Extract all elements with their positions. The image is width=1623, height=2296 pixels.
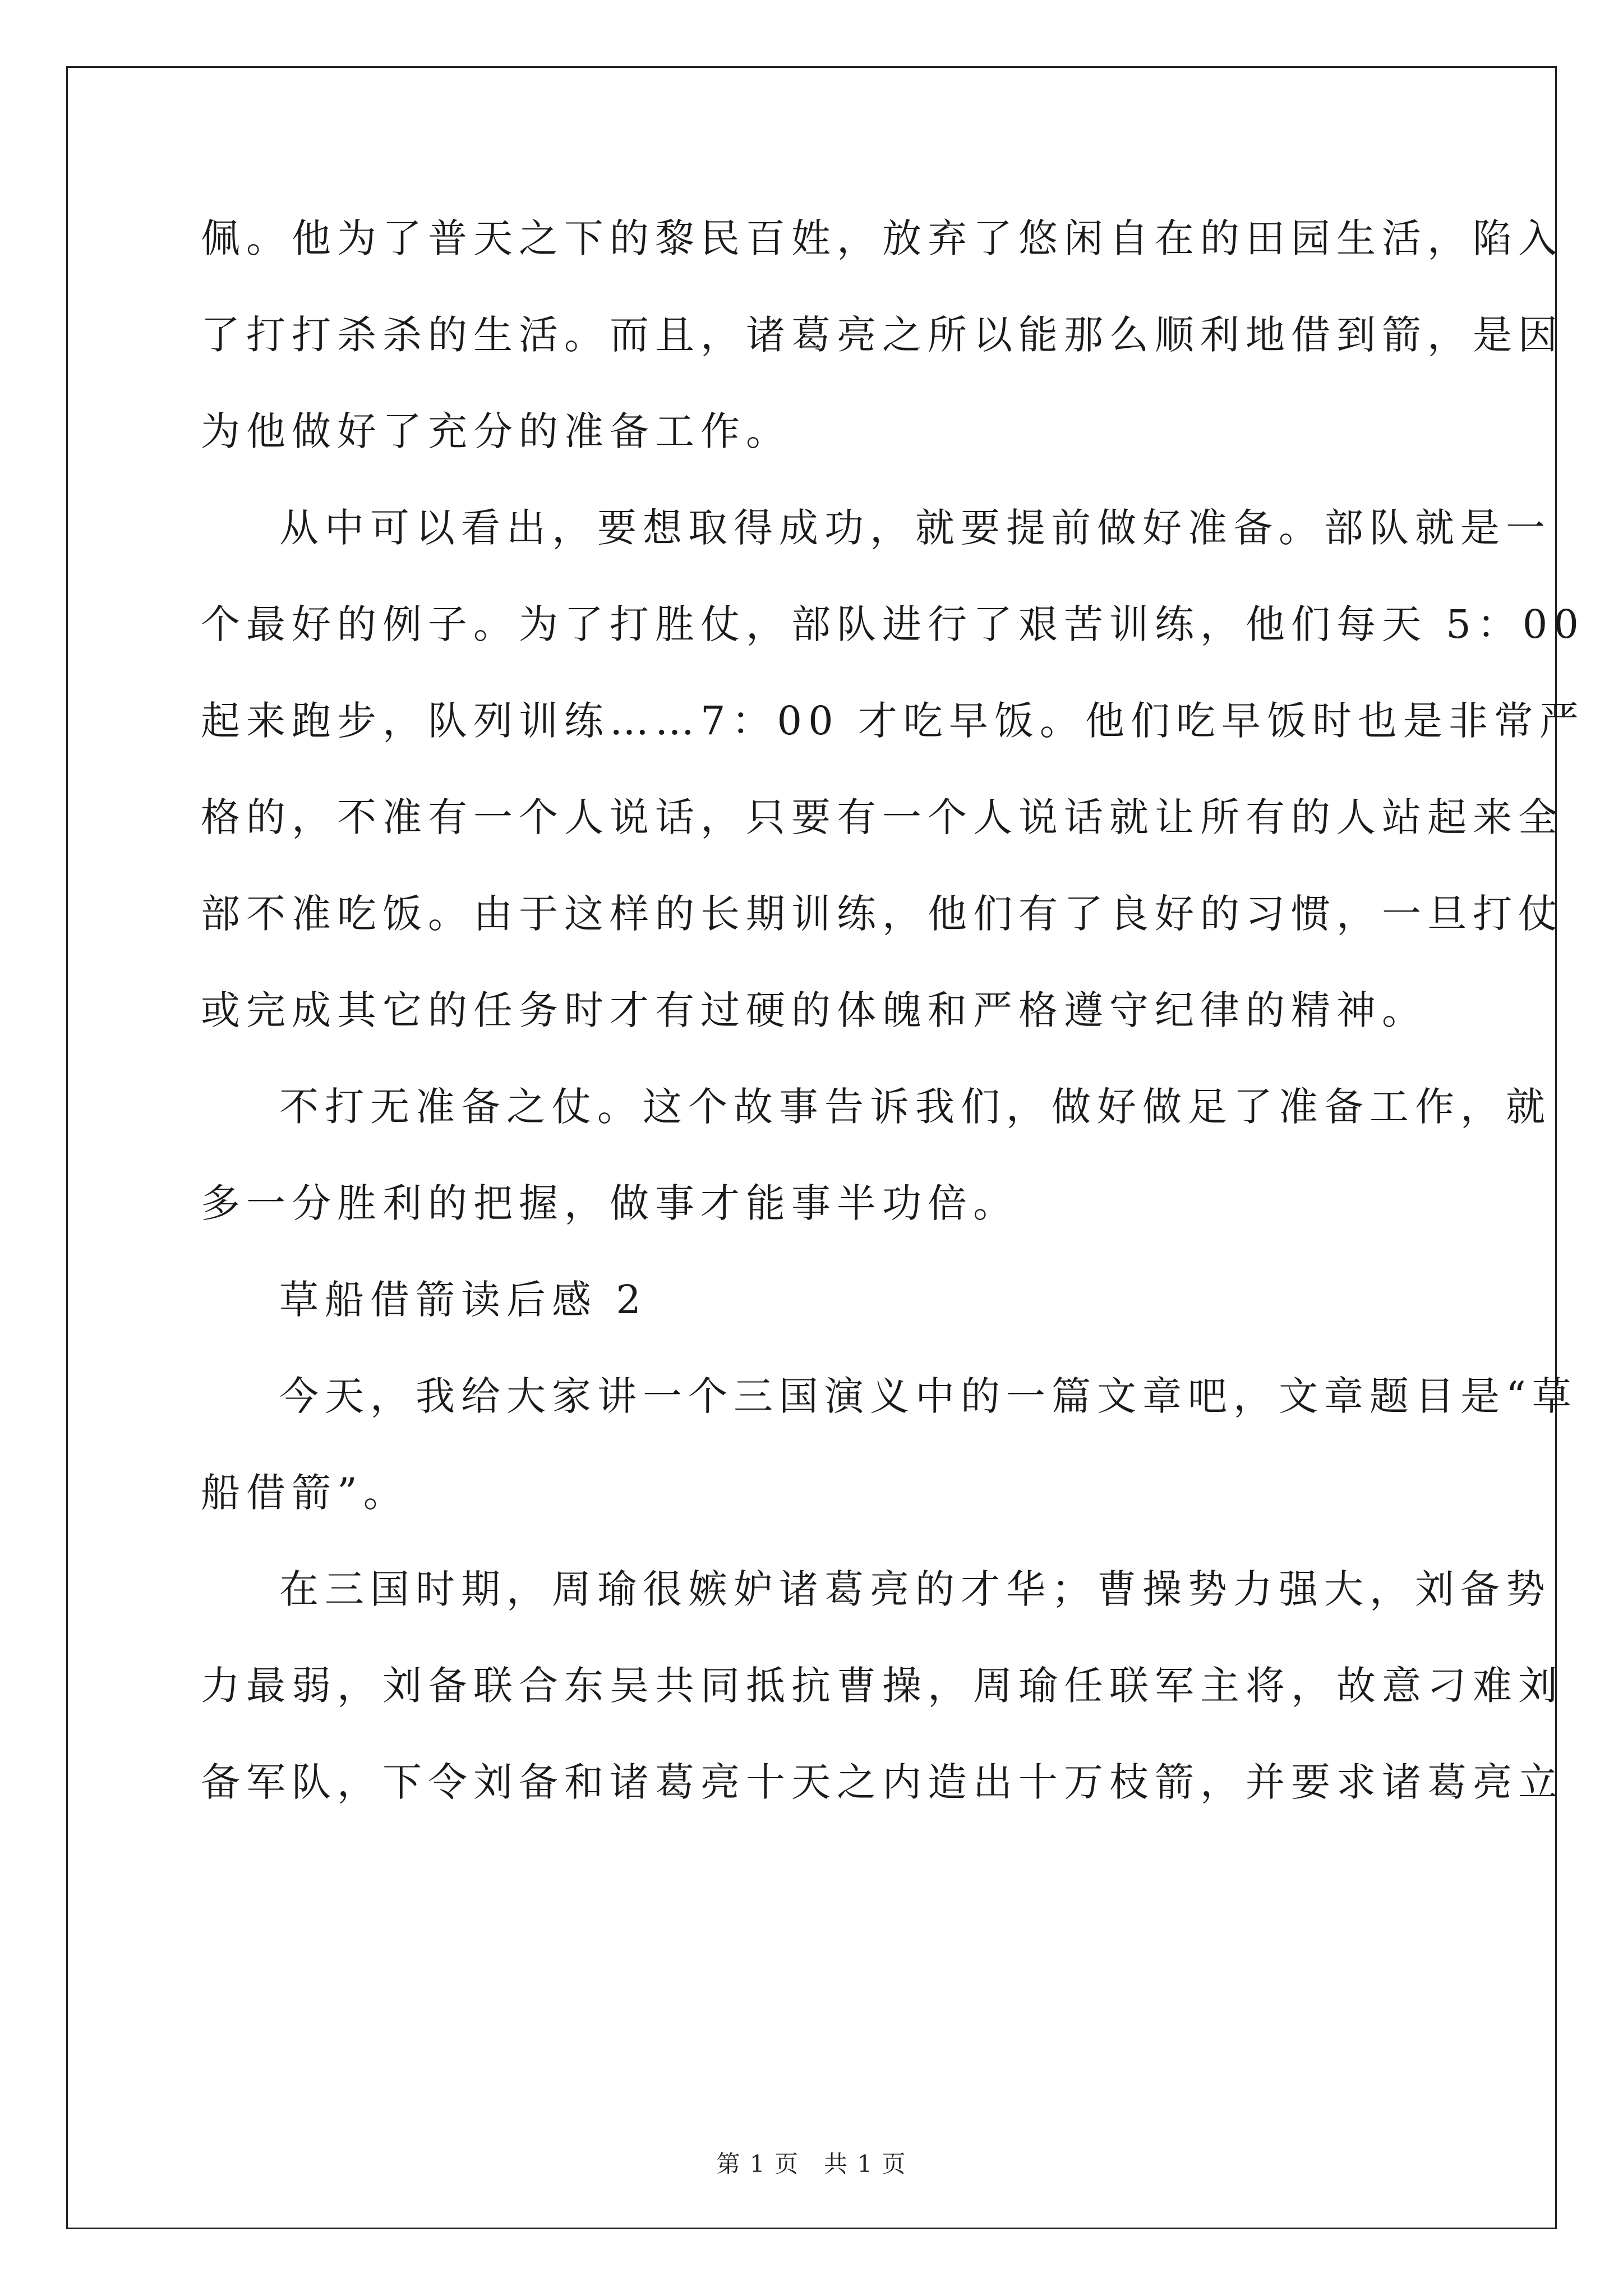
page-footer: 第 1 页 共 1 页 xyxy=(716,2150,907,2178)
paragraph-start-line: 不打无准备之仗。这个故事告诉我们，做好做足了准备工作，就 xyxy=(279,1084,1551,1130)
text-line: 了打打杀杀的生活。而且，诸葛亮之所以能那么顺利地借到箭，是因 xyxy=(201,312,1564,358)
text-line: 佩。他为了普天之下的黎民百姓，放弃了悠闲自在的田园生活，陷入 xyxy=(201,215,1564,261)
paragraph-start-line: 在三国时期，周瑜很嫉妒诸葛亮的才华；曹操势力强大，刘备势 xyxy=(279,1566,1551,1612)
text-line: 起来跑步，队列训练……7：00 才吃早饭。他们吃早饭时也是非常严 xyxy=(201,698,1585,744)
section-heading: 草船借箭读后感 2 xyxy=(279,1277,647,1323)
paragraph-start-line: 今天，我给大家讲一个三国演义中的一篇文章吧，文章题目是“草 xyxy=(279,1373,1578,1419)
text-line: 备军队，下令刘备和诸葛亮十天之内造出十万枝箭，并要求诸葛亮立 xyxy=(201,1759,1564,1805)
text-line: 部不准吃饭。由于这样的长期训练，他们有了良好的习惯，一旦打仗 xyxy=(201,891,1564,937)
text-line: 格的，不准有一个人说话，只要有一个人说话就让所有的人站起来全 xyxy=(201,794,1564,840)
page-frame xyxy=(66,66,1557,2229)
text-line: 为他做好了充分的准备工作。 xyxy=(201,408,791,454)
text-line: 或完成其它的任务时才有过硬的体魄和严格遵守纪律的精神。 xyxy=(201,987,1427,1033)
text-line: 个最好的例子。为了打胜仗，部队进行了艰苦训练，他们每天 5：00 xyxy=(201,601,1585,647)
paragraph-start-line: 从中可以看出，要想取得成功，就要提前做好准备。部队就是一 xyxy=(279,505,1551,551)
text-line: 力最弱，刘备联合东吴共同抵抗曹操，周瑜任联军主将，故意刁难刘 xyxy=(201,1663,1564,1709)
text-line: 多一分胜利的把握，做事才能事半功倍。 xyxy=(201,1180,1018,1226)
text-line: 船借箭”。 xyxy=(201,1470,409,1516)
